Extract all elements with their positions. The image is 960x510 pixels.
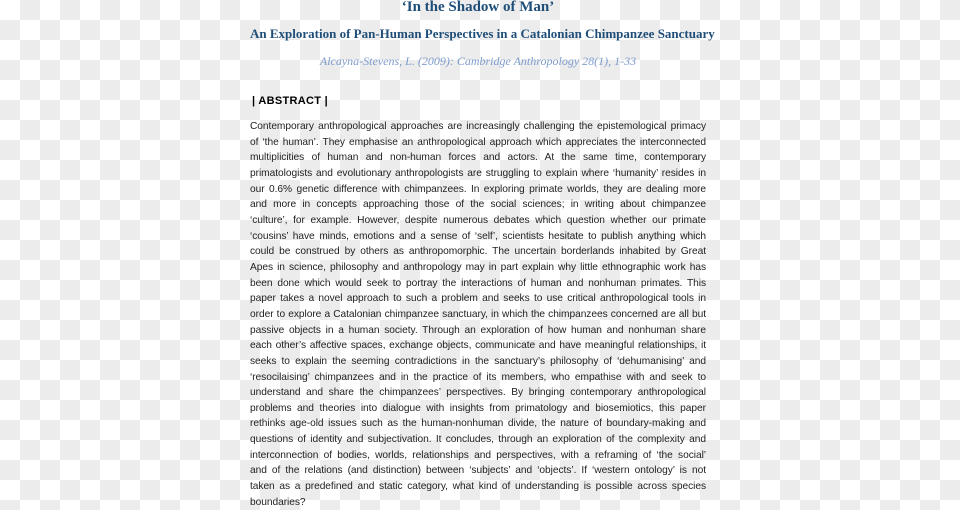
abstract-line: ‘cousins’ have minds, emotions and a sense of ‘self’, scientists hesitate to publish anything which (250, 230, 706, 242)
abstract-line: and of the relations (and distinction) between ‘subjects’ and ‘objects’. If ‘western ontology’ is not (250, 465, 706, 477)
abstract-line: Contemporary anthropological approaches are increasingly challenging the epistemological primacy (250, 121, 706, 132)
abstract-line: passive objects in a human society. Through an exploration of how human and nonhuman share (250, 324, 706, 336)
abstract-line: seeks to explain the seeming contradictions in the sanctuary’s philosophy of ‘dehumanising’ and (250, 355, 706, 367)
abstract-line: taken as a predefined and static category, what kind of understanding is possible across species (250, 481, 706, 493)
abstract-line: Apes in science, philosophy and anthropology may in part explain why little ethnographic work has (250, 261, 706, 273)
abstract-line: order to explore a Catalonian chimpanzee sanctuary, in which the chimpanzees concerned are all but (250, 308, 706, 320)
paper-title: ‘In the Shadow of Man’ (401, 0, 555, 15)
abstract-line: questions of identity and subjectivation. It concludes, through an exploration of the complexity and (250, 434, 706, 446)
abstract-text (250, 119, 706, 510)
abstract-line: each other’s affective spaces, exchange objects, communicate and have meaningful relationships, it (250, 340, 706, 352)
abstract-line: interconnection of bodies, worlds, relationships and perspectives, with a reframing of ‘the social’ (250, 449, 706, 461)
abstract-line: problems and theories into dialogue with insights from primatology and biosemiotics, this paper (250, 402, 706, 414)
abstract-line: could be construed by others as anthropomorphic. The uncertain borderlands inhabited by Great (250, 246, 706, 258)
abstract-line: multiplicities of human and non-human forces and actors. At the same time, contemporary (250, 152, 706, 164)
abstract-line: been done which would seek to portray the interactions of human and nonhuman primates. This (250, 277, 706, 289)
abstract-line: boundaries? (250, 496, 306, 508)
abstract-heading: | ABSTRACT | (252, 95, 328, 107)
abstract-line: ‘resocilaising’ chimpanzees and in the practice of its members, who empathise with and seek to (250, 371, 706, 383)
abstract-line: rethinks age-old issues such as the human-nonhuman divide, the nature of boundary-making and (250, 418, 706, 430)
abstract-line: primatologists and evolutionary anthropologists are struggling to explain where ‘humanity’ resides in (250, 167, 706, 179)
paper-subtitle: An Exploration of Pan-Human Perspectives in a Catalonian Chimpanzee Sanctuary (250, 26, 715, 41)
paper-citation: Alcayna-Stevens, L. (2009): Cambridge Anthropology 28(1), 1-33 (319, 54, 637, 68)
abstract-line: paper takes a novel approach to such a problem and seeks to use critical anthropological tools in (250, 293, 706, 305)
abstract-line: our 0.6% genetic difference with chimpanzees. In exploring primate worlds, they are dealing more (250, 183, 706, 195)
abstract-line: understand and share the chimpanzees’ perspectives. By bringing contemporary anthropological (250, 387, 706, 399)
abstract-line: of ‘the human’. They emphasise an anthropological approach which appreciates the interconnected (250, 136, 706, 148)
abstract-line: ‘culture’, for example. However, despite numerous debates which question whether our primate (250, 214, 706, 226)
abstract-line: and more in concepts approaching those of the social sciences; in writing about chimpanzee (250, 199, 706, 211)
